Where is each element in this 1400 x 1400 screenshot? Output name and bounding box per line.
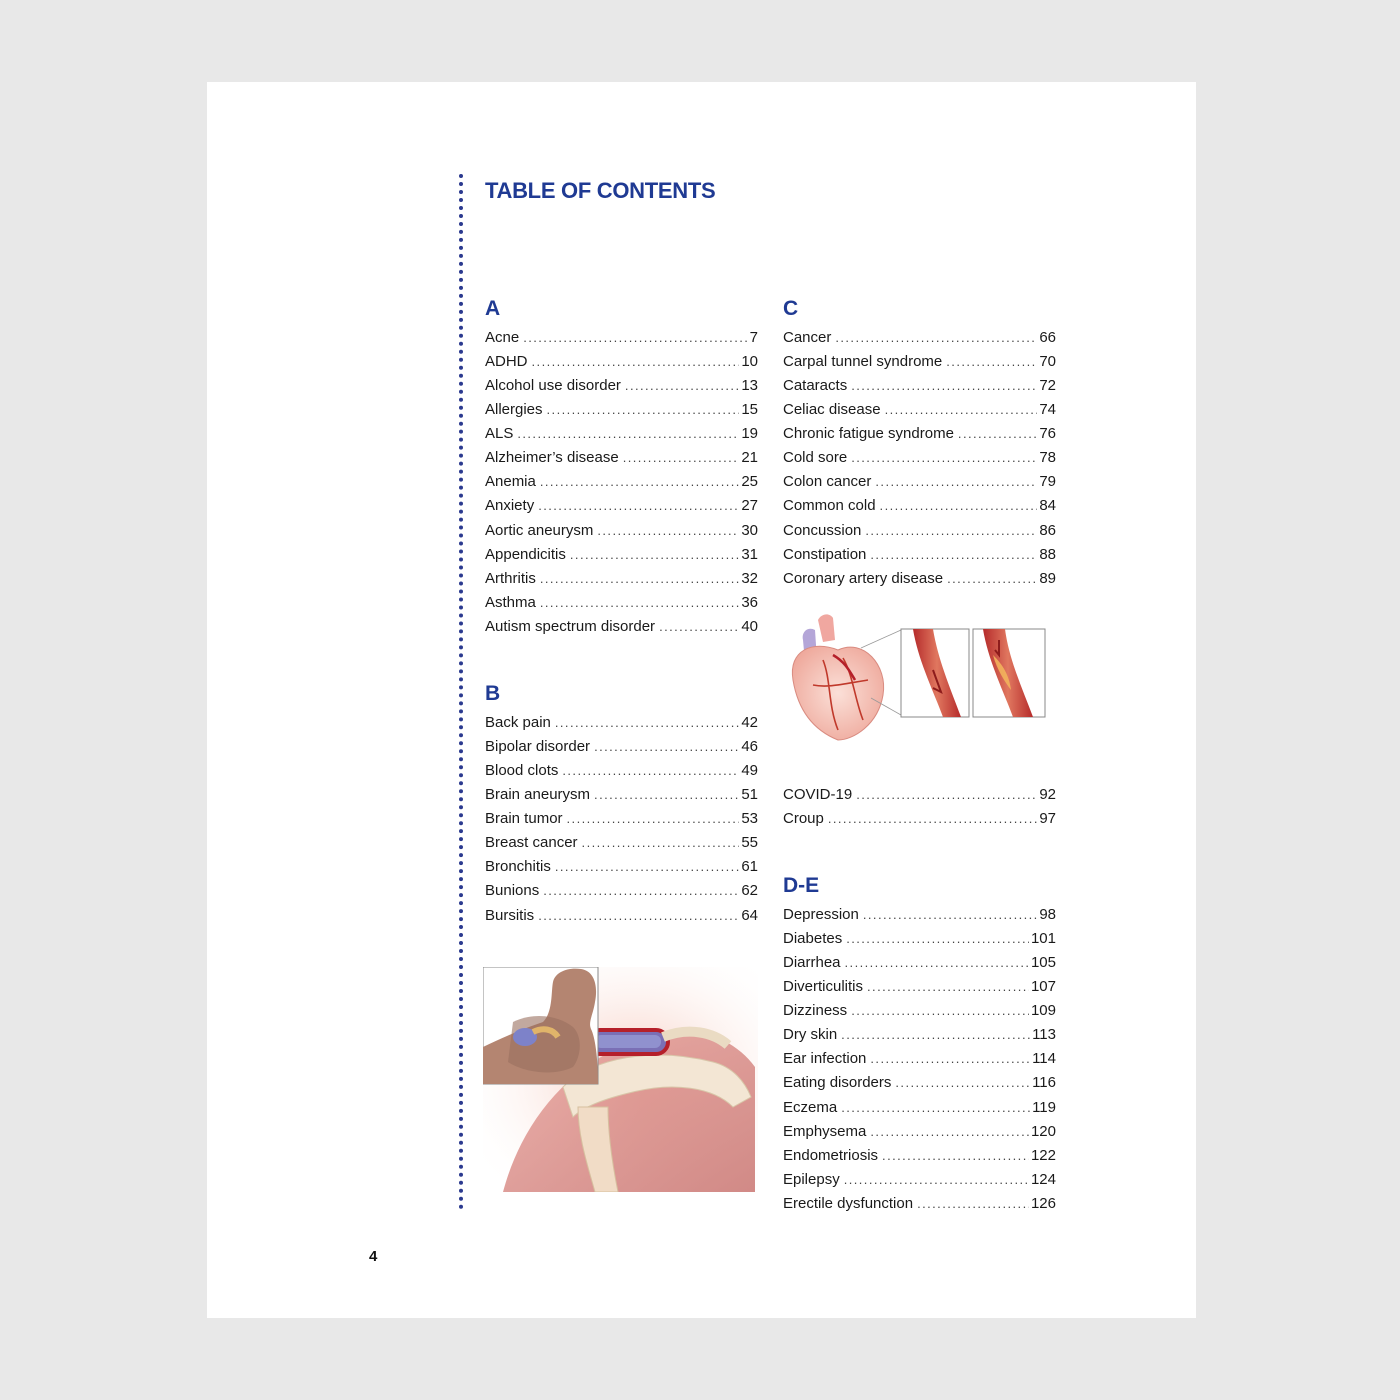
dot-leader [895,1071,1030,1095]
dot-leader [523,326,747,350]
dot-leader [570,543,739,567]
dot-leader [846,927,1029,951]
entry-title: Endometriosis [783,1146,879,1164]
toc-entry [783,1144,1056,1168]
dot-leader [851,374,1037,398]
entry-title: Diarrhea [783,954,841,972]
entry-title: Acne [485,329,520,346]
entry-page-number: 76 [1039,425,1056,443]
dot-leader [555,855,739,879]
entry-title: Breast cancer [485,834,578,852]
toc-entry [783,1071,1056,1095]
entry-page-number: 13 [741,377,758,395]
dot-leader [538,904,739,928]
toc-entry [783,1192,1056,1216]
page-number: 4 [369,1248,378,1265]
toc-entry [485,711,758,735]
document-page [207,82,1196,1318]
dot-leader [562,759,739,783]
dot-leader [659,615,739,639]
dot-leader [958,422,1037,446]
entry-page-number: 42 [741,714,758,731]
entry-title: Erectile dysfunction [783,1194,914,1212]
entry-title: Concussion [783,521,862,539]
toc-entry [783,422,1056,446]
entry-page-number: 107 [1030,978,1056,996]
entry-title: Croup [783,810,824,828]
toc-entry [783,567,1056,591]
toc-entry [485,783,758,807]
entry-page-number: 113 [1032,1026,1056,1044]
entry-list [485,711,758,928]
dot-leader [947,567,1037,591]
dot-leader [828,807,1037,831]
entry-title: Alcohol use disorder [485,377,621,395]
toc-entry [485,759,758,783]
toc-entry [783,1047,1056,1071]
section-heading: C [783,297,799,320]
entry-title: Bipolar disorder [485,738,591,756]
dotted-divider [459,174,463,1210]
toc-entry [485,879,758,903]
toc-entry [783,446,1056,470]
toc-entry [783,951,1056,975]
page-title: TABLE OF CONTENTS [485,178,716,203]
dot-leader [865,519,1037,543]
entry-title: Bursitis [485,906,535,924]
toc-entry [485,904,758,928]
toc-entry [783,326,1056,350]
entry-page-number: 116 [1032,1074,1056,1092]
entry-page-number: 27 [741,497,758,515]
entry-page-number: 122 [1030,1146,1056,1164]
toc-entry [783,350,1056,374]
entry-page-number: 97 [1039,810,1056,828]
dot-leader [835,326,1037,350]
entry-title: Blood clots [485,762,559,780]
entry-list [783,783,1056,831]
dot-leader [540,591,739,615]
toc-entry [783,494,1056,518]
toc-entry [783,398,1056,422]
toc-entry [485,374,758,398]
entry-page-number: 78 [1039,449,1056,467]
dot-leader [555,711,739,735]
section-b [485,681,758,928]
entry-page-number: 36 [741,593,758,611]
entry-page-number: 89 [1039,569,1056,587]
entry-page-number: 64 [741,906,758,924]
entry-title: Colon cancer [783,473,872,491]
dot-leader [882,1144,1029,1168]
toc-entry [485,350,758,374]
toc-entry [485,831,758,855]
entry-title: Dry skin [783,1026,838,1044]
entry-page-number: 84 [1039,497,1056,515]
heart-coronary-artery-illustration [783,610,1053,745]
dot-leader [532,350,740,374]
dot-leader [870,543,1037,567]
dot-leader [875,470,1037,494]
dot-leader [845,951,1029,975]
toc-entry [485,326,758,350]
section-heading: B [485,682,501,705]
entry-title: Autism spectrum disorder [485,617,656,635]
entry-page-number: 66 [1039,329,1056,346]
toc-entry [783,903,1056,927]
entry-page-number: 46 [741,738,758,756]
entry-title: Cataracts [783,377,848,395]
toc-entry [783,543,1056,567]
entry-page-number: 105 [1030,954,1056,972]
entry-title: Carpal tunnel syndrome [783,353,943,371]
toc-entry [783,1096,1056,1120]
toc-entry [485,446,758,470]
entry-title: Bronchitis [485,858,551,876]
entry-page-number: 7 [749,329,758,346]
entry-title: Cancer [783,329,832,346]
toc-entry [485,470,758,494]
entry-page-number: 126 [1030,1194,1056,1212]
dot-leader [946,350,1037,374]
dot-leader [540,470,739,494]
entry-page-number: 119 [1032,1098,1056,1116]
dot-leader [867,975,1029,999]
entry-page-number: 120 [1030,1122,1056,1140]
entry-title: Allergies [485,401,543,419]
entry-title: Ear infection [783,1050,867,1068]
toc-entry [783,999,1056,1023]
section-c-continued [783,783,1056,831]
entry-page-number: 19 [741,425,758,443]
entry-title: Eating disorders [783,1074,892,1092]
dot-leader [851,999,1029,1023]
dot-leader [856,783,1037,807]
toc-entry [485,422,758,446]
entry-page-number: 72 [1039,377,1056,395]
entry-title: Aortic aneurysm [485,521,594,539]
toc-entry [783,783,1056,807]
toc-entry [485,398,758,422]
section-a [485,296,758,639]
section-c [783,296,1056,591]
entry-page-number: 92 [1039,786,1056,803]
entry-title: Bunions [485,882,540,900]
entry-title: ADHD [485,353,528,371]
toc-entry [485,807,758,831]
dot-leader [543,879,739,903]
entry-page-number: 31 [741,545,758,563]
dot-leader [594,783,739,807]
entry-page-number: 30 [741,521,758,539]
entry-page-number: 98 [1039,906,1056,923]
entry-title: Arthritis [485,569,536,587]
toc-entry [485,735,758,759]
section-heading: A [485,297,501,320]
toc-entry [783,374,1056,398]
entry-page-number: 10 [741,353,758,371]
dot-leader [851,446,1037,470]
entry-title: Anxiety [485,497,535,515]
toc-entry [485,543,758,567]
entry-title: Constipation [783,545,867,563]
entry-page-number: 88 [1039,545,1056,563]
entry-title: Brain aneurysm [485,786,591,804]
entry-page-number: 79 [1039,473,1056,491]
toc-entry [783,807,1056,831]
entry-page-number: 32 [741,569,758,587]
entry-title: Epilepsy [783,1170,840,1188]
dot-leader [623,446,740,470]
dot-leader [538,494,739,518]
entry-title: Dizziness [783,1002,848,1020]
entry-title: ALS [485,425,514,443]
toc-entry [783,519,1056,543]
entry-page-number: 49 [741,762,758,780]
toc-entry [783,470,1056,494]
dot-leader [582,831,740,855]
dot-leader [594,735,739,759]
entry-page-number: 15 [741,401,758,419]
entry-title: Emphysema [783,1122,867,1140]
toc-entry [783,927,1056,951]
entry-page-number: 70 [1039,353,1056,371]
entry-title: Common cold [783,497,876,515]
entry-page-number: 109 [1030,1002,1056,1020]
dot-leader [870,1047,1030,1071]
entry-title: Eczema [783,1098,838,1116]
entry-list [783,326,1056,591]
dot-leader [517,422,739,446]
section-d-e [783,873,1056,1216]
dot-leader [885,398,1038,422]
toc-entry [485,855,758,879]
entry-page-number: 51 [741,786,758,804]
toc-entry [783,1168,1056,1192]
toc-entry [485,591,758,615]
entry-page-number: 86 [1039,521,1056,539]
dot-leader [547,398,740,422]
dot-leader [844,1168,1029,1192]
entry-title: Coronary artery disease [783,569,944,587]
entry-title: Chronic fatigue syndrome [783,425,954,443]
entry-title: Asthma [485,593,536,611]
toc-entry [783,1023,1056,1047]
dot-leader [917,1192,1029,1216]
dot-leader [880,494,1038,518]
entry-page-number: 101 [1030,930,1056,948]
dot-leader [625,374,739,398]
entry-page-number: 62 [741,882,758,900]
entry-page-number: 74 [1039,401,1056,419]
entry-page-number: 55 [741,834,758,852]
entry-title: Brain tumor [485,810,563,828]
dot-leader [567,807,740,831]
entry-page-number: 21 [741,449,758,467]
toc-entry [783,1120,1056,1144]
entry-title: Diabetes [783,930,843,948]
entry-title: Diverticulitis [783,978,864,996]
entry-title: Anemia [485,473,536,491]
entry-title: Appendicitis [485,545,566,563]
entry-list [783,903,1056,1216]
entry-title: Celiac disease [783,401,881,419]
dot-leader [597,519,739,543]
dot-leader [870,1120,1029,1144]
entry-page-number: 61 [741,858,758,876]
shoulder-bursitis-illustration [483,967,758,1192]
entry-title: Alzheimer’s disease [485,449,619,467]
dot-leader [841,1023,1030,1047]
dot-leader [841,1096,1030,1120]
dot-leader [863,903,1037,927]
entry-page-number: 114 [1032,1050,1056,1068]
entry-title: Depression [783,906,859,923]
entry-page-number: 25 [741,473,758,491]
toc-entry [485,494,758,518]
dot-leader [540,567,739,591]
toc-entry [485,615,758,639]
toc-entry [783,975,1056,999]
entry-title: COVID-19 [783,786,853,803]
entry-page-number: 53 [741,810,758,828]
entry-page-number: 40 [741,617,758,635]
toc-entry [485,519,758,543]
toc-entry [485,567,758,591]
entry-list [485,326,758,639]
entry-page-number: 124 [1030,1170,1056,1188]
entry-title: Back pain [485,714,551,731]
section-heading: D-E [783,874,820,897]
entry-title: Cold sore [783,449,848,467]
